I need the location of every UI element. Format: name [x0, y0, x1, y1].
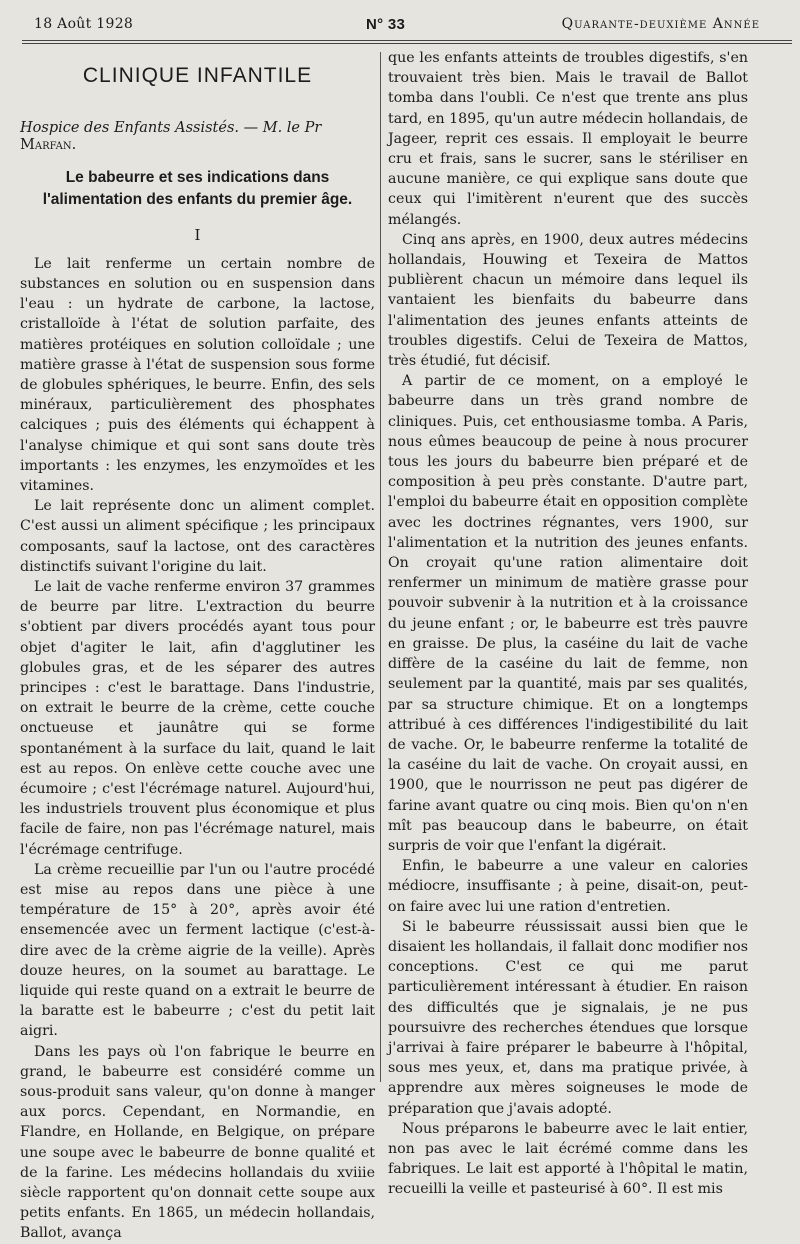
lecturer-name: Marfan.: [20, 137, 77, 154]
paragraph: Cinq ans après, en 1900, deux autres médecins hollandais, Houwing et Texeira de Mattos publièrent chacun un mémoire dans lequel ils vantaient les bienfaits du babeurre dans l'alimentation des jeunes enfants atteints de troubles digestifs. Celui de Texeira de Mattos, très étudié, fut décisif.: [388, 231, 748, 370]
paragraph: La crème recueillie par l'un ou l'autre procédé est mise au repos dans une pièce à une température de 15° à 20°, après avoir été ensemencée avec un ferment lactique (c'est-à-dire avec de la crème aigrie de la veille). Après douze heures, on la soumet au barattage. Le liquide qui reste quand on a extrait le beurre de la baratte est le babeurre ; c'est du petit lait aigri.: [20, 861, 375, 1040]
paragraph: Si le babeurre réussissait aussi bien que le disaient les hollandais, il fallait donc modifier nos conceptions. C'est ce qui me parut particulièrement intéressant à étudier. En raison des difficultés que je signalais, je ne pus poursuivre des recherches étendues que lorsque j'arrivai à faire préparer le babeurre à l'hôpital, sous mes yeux, et, dans ma pratique privée, à apprendre aux mères soigneuses le mode de préparation que j'avais adopté.: [388, 918, 748, 1117]
right-column: [388, 48, 748, 1200]
section-title: CLINIQUE INFANTILE: [82, 64, 313, 87]
paragraph: Le lait de vache renferme environ 37 grammes de beurre par litre. L'extraction du beurre s'obtient par divers procédés ayant tous pour objet d'agiter le lait, afin d'agglutiner les globules gras, et de les séparer des autres principes : c'est le barattage. Dans l'industrie, on extrait le beurre de la crème, cette couche onctueuse et jaunâtre qui se forme spontanément à la surface du lait, quand le lait est au repos. On enlève cette couche avec une écumoire ; c'est l'écrémage naturel. Aujourd'hui, les industriels trouvent plus économique et plus facile de faire, non pas l'écrémage naturel, mais l'écrémage centrifuge.: [20, 578, 375, 858]
lecture-byline: [20, 120, 375, 155]
issue-number: N° 33: [366, 16, 406, 33]
article-subtitle: [20, 167, 375, 212]
column-divider: [380, 52, 381, 1082]
header-rule-double: [22, 43, 792, 44]
part-number: I: [194, 225, 201, 244]
issue-year: Quarante-deuxième Année: [561, 16, 760, 32]
lecture-place: Hospice des Enfants Assistés. — M. le Pr: [20, 120, 322, 136]
issue-date: 18 Août 1928: [34, 16, 134, 32]
paragraph: Dans les pays où l'on fabrique le beurre en grand, le babeurre est considéré comme un sous-produit sans valeur, qu'on donne à manger aux porcs. Cependant, en Normandie, en Flandre, en Hollande, en Belgique, on prépare une soupe avec le babeurre de bonne qualité et de la farine. Les médecins hollandais du xviiie siècle rapportent qu'on donnait cette soupe aux petits enfants. En 1865, un médecin hollandais, Ballot, avança: [20, 1043, 375, 1242]
paragraph: Enfin, le babeurre a une valeur en calories médiocre, insuffisante ; à peine, disait-on, peut-on faire avec lui une ration d'entretien.: [388, 858, 748, 915]
left-column: [20, 50, 375, 1244]
paragraph: Nous préparons le babeurre avec le lait entier, non pas avec le lait écrémé comme dans les fabriques. Le lait est apporté à l'hôpital le matin, recueilli la veille et pasteurisé à 60°. Il est mis: [388, 1120, 748, 1198]
subtitle-line-2: l'alimentation des enfants du premier âge.: [42, 191, 353, 209]
page-header: [0, 0, 800, 42]
paragraph: A partir de ce moment, on a employé le babeurre dans un très grand nombre de cliniques. Puis, cet enthousiasme tomba. A Paris, nous eûmes beaucoup de peine à nous procurer tous les jours du babeurre bien préparé et de composition à peu près constante. D'autre part, l'emploi du babeurre était en opposition complète avec les doctrines régnantes, vers 1900, sur l'alimentation et la nutrition des jeunes enfants. On croyait qu'une ration alimentaire doit renfermer un minimum de matière grasse pour pouvoir subvenir à la nutrition et à la croissance du jeune enfant ; or, le babeurre est très pauvre en graisse. De plus, la caséine du lait de vache diffère de la caséine du lait de femme, non seulement par la quantité, mais par ses qualités, par sa structure chimique. Et on a longtemps attribué à ces différences l'indigestibilité du lait de vache. Or, le babeurre renferme la totalité de la caséine du lait de vache. On croyait aussi, en 1900, que le nourrisson ne peut pas digérer de farine avant quatre ou cinq mois. Bien qu'on n'en mît pas beaucoup dans le babeurre, on était surpris de voir que l'enfant la digérait.: [388, 373, 748, 854]
header-rule: [22, 40, 792, 41]
paragraph: Le lait renferme un certain nombre de substances en solution ou en suspension dans l'eau : un hydrate de carbone, la lactose, cristalloïde à l'état de solution parfaite, des matières protéiques en solution colloïdale ; une matière grasse à l'état de suspension sous forme de globules sphériques, le beurre. Enfin, des sels minéraux, particulièrement des phosphates calciques ; puis des éléments qui échappent à l'analyse chimique et qui sont sans doute très importants : les enzymes, les enzymoïdes et les vitamines.: [20, 255, 375, 494]
paragraph: que les enfants atteints de troubles digestifs, s'en trouvaient très bien. Mais le travail de Ballot tomba dans l'oubli. Ce n'est que trente ans plus tard, en 1895, qu'un autre médecin hollandais, de Jageer, reprit ces essais. Il employait le beurre cru et frais, sans le sucrer, sans le stériliser en aucune manière, ce qui explique sans doute que ceux qui l'imitèrent n'eurent que des succès mélangés.: [388, 50, 748, 228]
subtitle-line-1: Le babeurre et ses indications dans: [65, 168, 330, 186]
paragraph: Le lait représente donc un aliment complet. C'est aussi un aliment spécifique ; les principaux composants, sauf la lactose, ont des caractères distinctifs suivant l'origine du lait.: [20, 498, 375, 575]
